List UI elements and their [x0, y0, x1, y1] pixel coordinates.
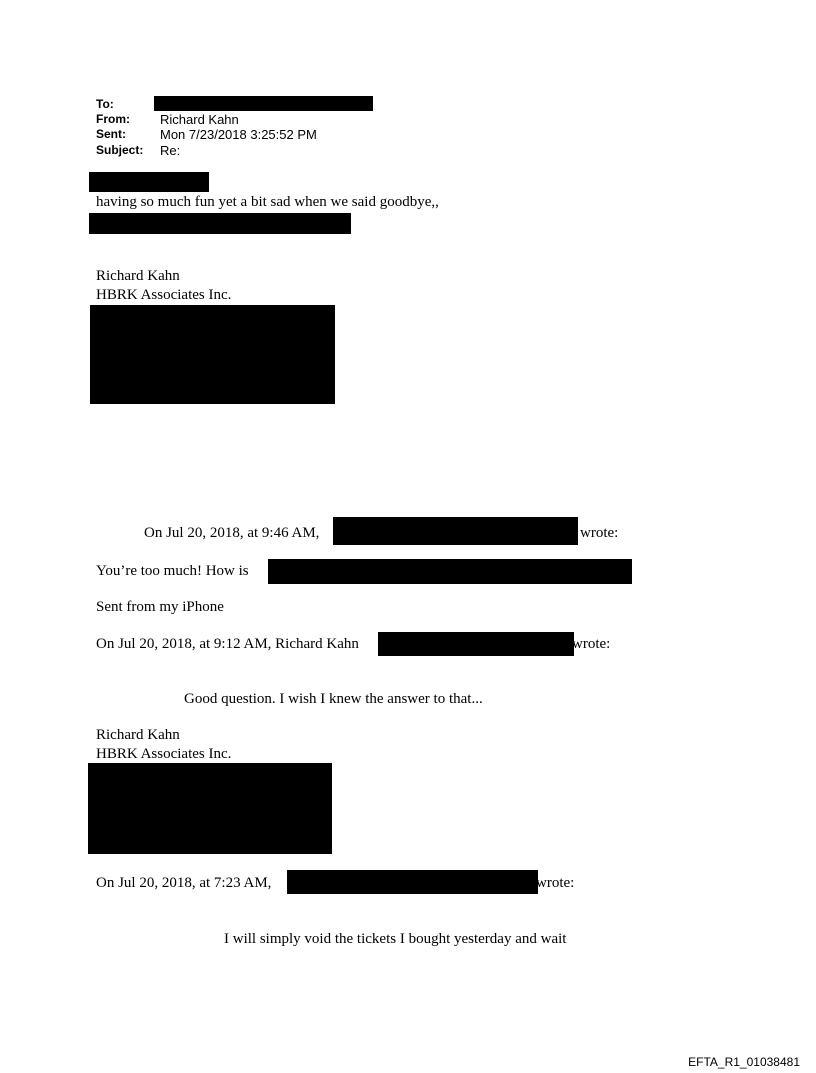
quote3-wrote: wrote:: [536, 875, 575, 891]
quote2-signature-company: HBRK Associates Inc.: [96, 746, 232, 762]
signature-redaction: [90, 305, 335, 404]
to-redaction: [154, 96, 373, 111]
signature-company: HBRK Associates Inc.: [96, 287, 232, 303]
quote1-body-redaction: [268, 559, 632, 584]
from-value: Richard Kahn: [160, 112, 239, 127]
quote1-signature: Sent from my iPhone: [96, 599, 224, 615]
signature-name: Richard Kahn: [96, 268, 180, 284]
quote1-body: You’re too much! How is: [96, 563, 249, 579]
message-redaction: [89, 213, 351, 234]
quote3-body: I will simply void the tickets I bought yesterday and wait: [224, 931, 567, 947]
quote2-wrote: wrote:: [572, 636, 611, 652]
message-line: having so much fun yet a bit sad when we said goodbye,,: [96, 194, 439, 210]
quote2-signature-name: Richard Kahn: [96, 727, 180, 743]
quote1-intro: On Jul 20, 2018, at 9:46 AM,: [144, 525, 320, 541]
quote1-wrote: wrote:: [580, 525, 619, 541]
quote1-sender-redaction: [333, 517, 578, 545]
quote2-sender-redaction: [378, 632, 574, 656]
from-label: From:: [96, 112, 130, 126]
document-id: EFTA_R1_01038481: [688, 1055, 800, 1069]
greeting-redaction: [89, 172, 209, 192]
quote2-intro: On Jul 20, 2018, at 9:12 AM, Richard Kahn: [96, 636, 359, 652]
sent-value: Mon 7/23/2018 3:25:52 PM: [160, 127, 317, 142]
to-label: To:: [96, 97, 114, 111]
quote2-body: Good question. I wish I knew the answer to that...: [184, 691, 483, 707]
subject-label: Subject:: [96, 143, 144, 157]
quote3-sender-redaction: [287, 870, 538, 894]
subject-value: Re:: [160, 143, 181, 158]
quote3-intro: On Jul 20, 2018, at 7:23 AM,: [96, 875, 272, 891]
sent-label: Sent:: [96, 127, 126, 141]
quote2-signature-redaction: [88, 763, 332, 854]
